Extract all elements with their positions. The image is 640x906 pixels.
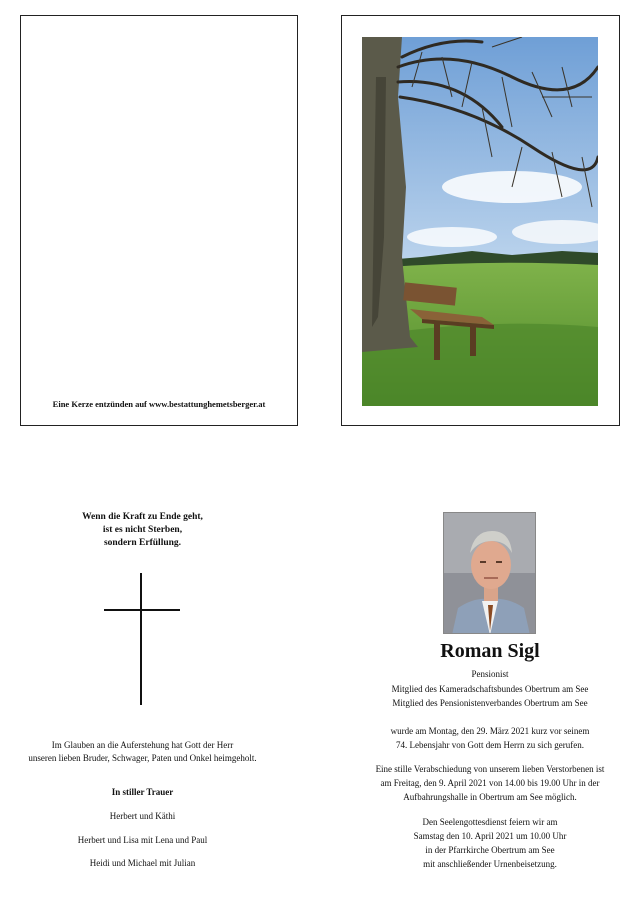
mourner-line: Herbert und Lisa mit Lena und Paul [77, 835, 208, 845]
faith-line: Im Glauben an die Auferstehung hat Gott der Herr [51, 740, 234, 750]
verse-line: ist es nicht Sterben, [102, 525, 183, 535]
memberships [340, 683, 640, 710]
mourner-line: Herbert und Käthi [109, 811, 176, 821]
verse-line: sondern Erfüllung. [103, 538, 182, 548]
tree-and-bench-photo [362, 37, 598, 406]
membership-line: Mitglied des Kameradschaftsbundes Obertrum am See [391, 684, 589, 694]
verse [40, 511, 245, 550]
death-notice [350, 724, 630, 752]
farewell-notice [350, 762, 630, 804]
mourning-title: In stiller Trauer [111, 787, 174, 797]
farewell-line: Aufbahrungshalle in Obertrum am See möglich. [403, 792, 577, 802]
landscape-illustration [362, 37, 598, 406]
death-notice-line: wurde am Montag, den 29. März 2021 kurz vor seinem [390, 726, 590, 736]
front-card [341, 15, 620, 426]
occupation: Pensionist [471, 669, 509, 679]
cross-icon [104, 573, 180, 705]
faith-line: unseren lieben Bruder, Schwager, Paten und Onkel heimgeholt. [28, 753, 257, 763]
service-line: Den Seelengottesdienst feiern wir am [422, 817, 558, 827]
deceased-name: Roman Sigl [440, 640, 540, 662]
farewell-line: am Freitag, den 9. April 2021 von 14.00 bis 19.00 Uhr in der [380, 778, 600, 788]
service-line: in der Pfarrkirche Obertrum am See [425, 845, 555, 855]
service-line: mit anschließender Urnenbeisetzung. [423, 859, 557, 869]
mourner-line: Heidi und Michael mit Julian [89, 858, 196, 868]
portrait-photo [443, 512, 536, 634]
membership-line: Mitglied des Pensionistenverbandes Obertrum am See [392, 697, 588, 708]
service-notice [350, 815, 630, 871]
back-card [20, 15, 298, 426]
faith-text [5, 739, 280, 765]
death-notice-line: 74. Lebensjahr von Gott dem Herrn zu sich gerufen. [396, 740, 584, 750]
candle-website-note: Eine Kerze entzünden auf www.bestattunghemetsberger.at [52, 399, 266, 409]
verse-line: Wenn die Kraft zu Ende geht, [82, 512, 203, 522]
farewell-line: Eine stille Verabschiedung von unserem lieben Verstorbenen ist [375, 764, 605, 774]
service-line: Samstag den 10. April 2021 um 10.00 Uhr [413, 831, 567, 841]
